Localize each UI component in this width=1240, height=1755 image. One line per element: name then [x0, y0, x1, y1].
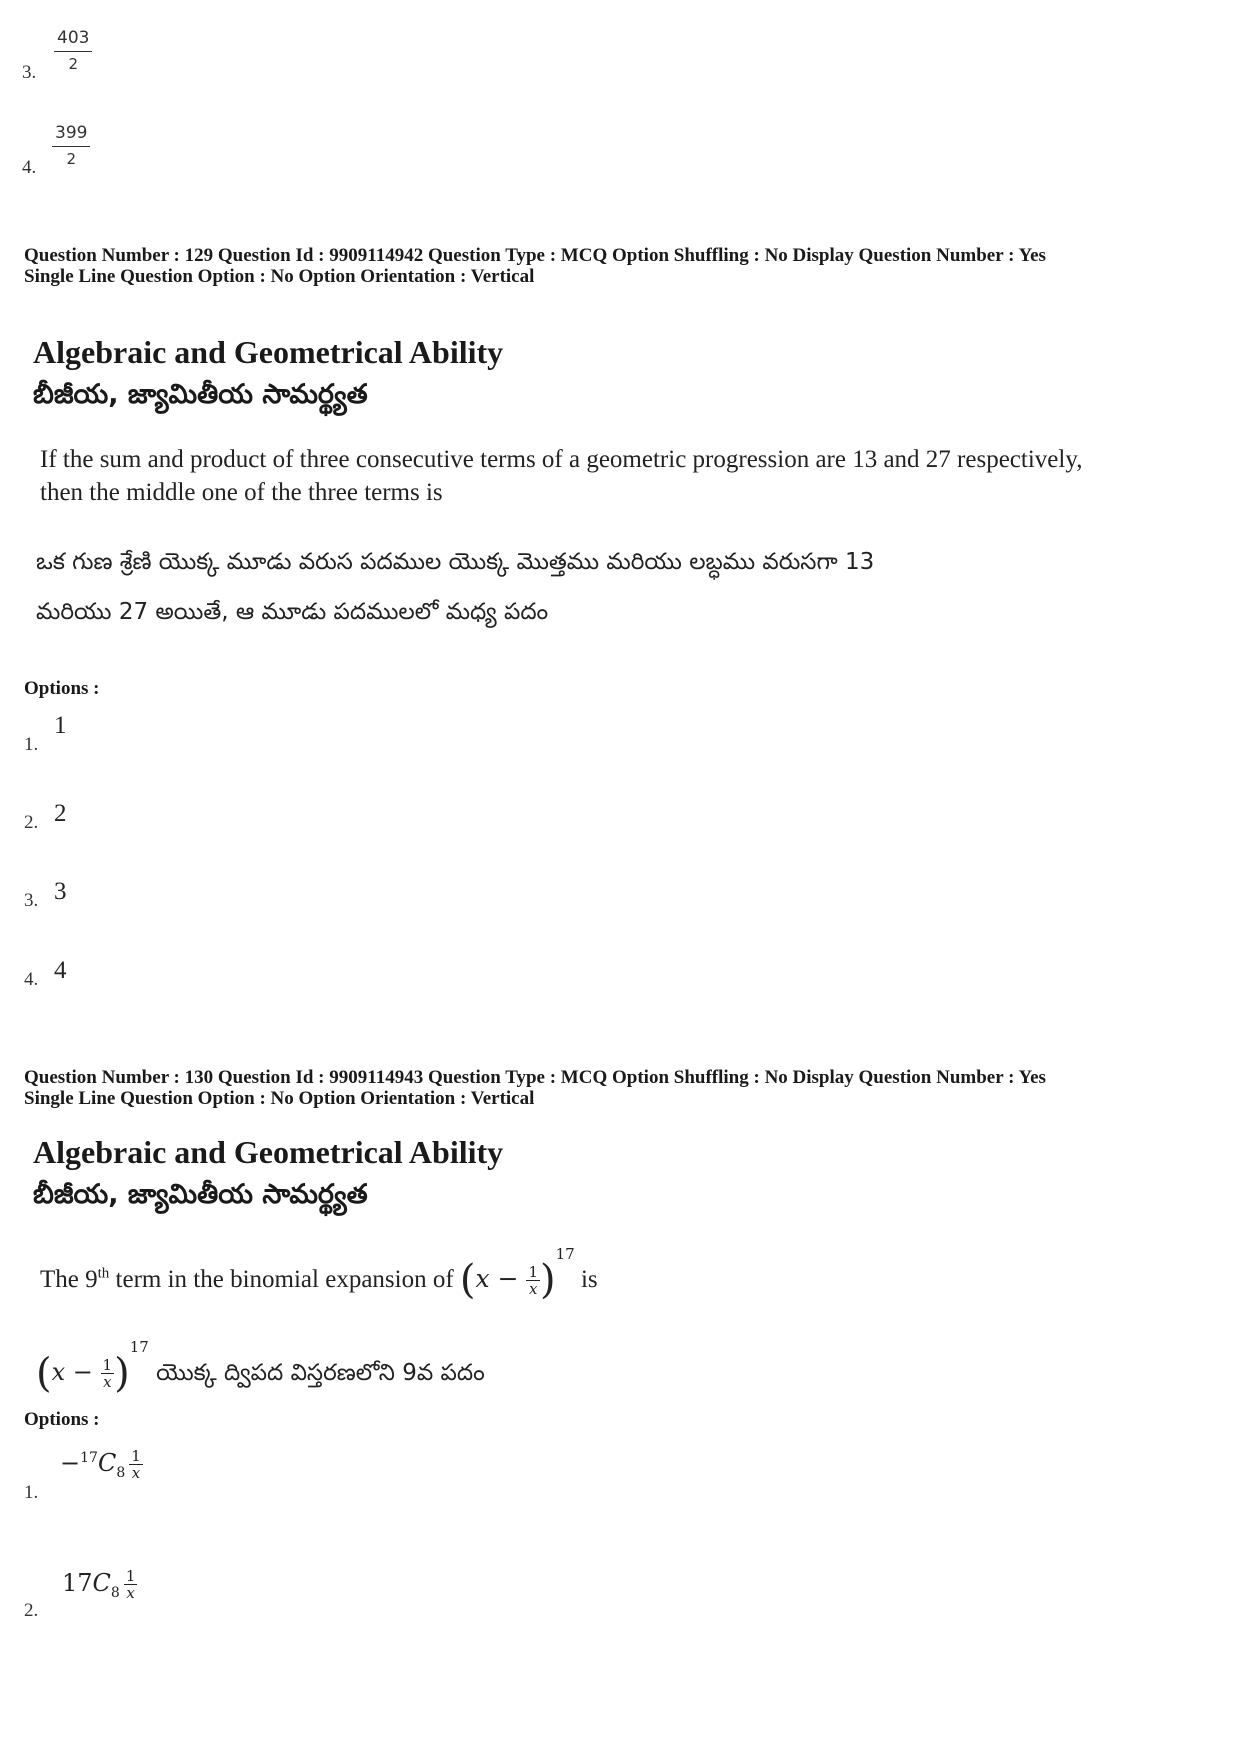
expression-exponent: 17 — [555, 1245, 575, 1263]
option-number: 1. — [24, 734, 39, 755]
subject-telugu: బీజీయ, జ్యామితీయ సామర్థ్యత — [33, 379, 368, 410]
option-number: 2. — [24, 1600, 39, 1621]
expr-subscript: 8 — [116, 1464, 126, 1481]
question-text-middle: term in the binomial expansion of — [109, 1266, 460, 1293]
expr-combination: C — [97, 1449, 117, 1477]
fraction: $\frac{1}{x}$ — [125, 1567, 136, 1602]
ordinal-suffix: th — [97, 1265, 110, 1282]
question-text-telugu — [36, 537, 1116, 637]
fraction — [54, 28, 92, 73]
option-number: 2. — [24, 812, 39, 833]
question-text-english: If the sum and product of three consecutive terms of a geometric progression are 13 and 27 respectively, then the middle one of the three terms is — [40, 446, 1083, 506]
option-number: 3. — [22, 62, 37, 83]
binomial-expression: (x − $\frac{1}{x}$ )$^{17}$ — [459, 1245, 575, 1303]
option-value: 4 — [54, 957, 67, 984]
expr-combination: C — [92, 1569, 111, 1597]
fraction: $\frac{1}{x}$ — [131, 1447, 141, 1482]
option-number: 1. — [24, 1482, 39, 1503]
question-meta — [24, 1067, 1224, 1109]
option-number: 3. — [24, 890, 39, 911]
option-number: 4. — [24, 969, 39, 990]
option-number: 4. — [22, 157, 37, 178]
meta-line-1: Question Number : 130 Question Id : 9909114943 Question Type : MCQ Option Shuffling : No Display Question Number : Yes — [24, 1067, 1046, 1088]
numerator: 399 — [52, 123, 90, 147]
options-label: Options : — [24, 678, 100, 699]
telugu-line-1: ఒక గుణ శ్రేణి యొక్క మూడు వరుస పదముల యొక్క మొత్తము మరియు లబ్ధము వరుసగా 13 — [36, 549, 875, 575]
subject-english: Algebraic and Geometrical Ability — [33, 1134, 504, 1170]
meta-line-2: Single Line Question Option : No Option Orientation : Vertical — [24, 266, 535, 287]
question-meta — [24, 245, 1224, 287]
option-value: 3 — [54, 878, 67, 905]
option-expression — [62, 1568, 137, 1601]
expression-exponent: 17 — [129, 1338, 149, 1356]
denominator: 2 — [66, 150, 76, 168]
expr-prefix: − — [60, 1449, 81, 1477]
question-text-telugu — [36, 1325, 1116, 1396]
options-label: Options : — [24, 1409, 100, 1430]
meta-line-1: Question Number : 129 Question Id : 9909114942 Question Type : MCQ Option Shuffling : No Display Question Number : Yes — [24, 245, 1046, 266]
option-value: 1 — [54, 712, 67, 739]
meta-line-2: Single Line Question Option : No Option Orientation : Vertical — [24, 1088, 535, 1109]
numerator: 403 — [54, 28, 92, 52]
question-text-start: The 9 — [40, 1266, 98, 1293]
telugu-text: యొక్క ద్విపద విస్తరణలోని 9వ పదం — [148, 1360, 485, 1386]
subject-english: Algebraic and Geometrical Ability — [33, 334, 504, 370]
telugu-line-2: మరియు 27 అయితే, ఆ మూడు పదములలో మధ్య పదం — [36, 599, 549, 625]
option-value: 2 — [54, 800, 67, 827]
expr-subscript: 8 — [110, 1584, 120, 1601]
fraction — [52, 123, 90, 168]
binomial-expression: (x − $\frac{1}{x}$ )$^{17}$ — [36, 1338, 149, 1397]
option-expression — [60, 1448, 143, 1481]
question-text-english — [40, 1238, 1120, 1303]
expr-superscript: 17 — [80, 1450, 98, 1466]
subject-telugu: బీజీయ, జ్యామితీయ సామర్థ్యత — [33, 1179, 368, 1210]
question-text-end: is — [574, 1266, 598, 1293]
denominator: 2 — [68, 55, 78, 73]
expr-prefix: 17 — [62, 1569, 93, 1597]
